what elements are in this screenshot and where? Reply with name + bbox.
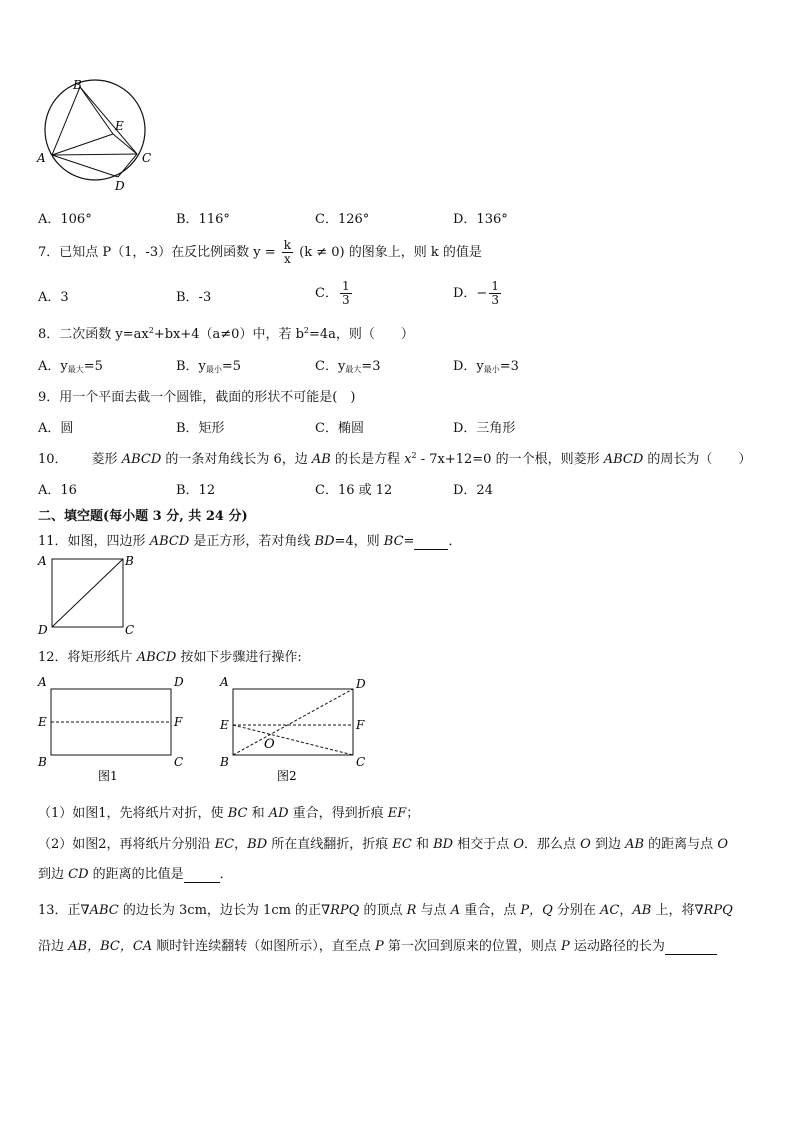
fig1-label-f: F bbox=[174, 715, 183, 729]
square-label-c: C bbox=[125, 623, 135, 637]
q11-text-a: 11．如图，四边形 bbox=[38, 534, 150, 549]
segment-dc bbox=[118, 154, 137, 177]
q10-option-b: B．12 bbox=[176, 483, 216, 498]
q13-l2-c: 第一次回到原来的位置，则点 bbox=[383, 939, 561, 954]
q8-c-sub: 最大 bbox=[345, 365, 362, 374]
q9-option-a: A．圆 bbox=[38, 421, 74, 436]
q13-triangle-abc: ∇ABC bbox=[80, 903, 119, 918]
q8-sup-1: 2 bbox=[148, 326, 154, 335]
q10-eq-x: x bbox=[404, 452, 412, 467]
fig1-label-c: C bbox=[174, 755, 184, 769]
q13-l1-f: 分别在 bbox=[552, 903, 600, 918]
q8-option-a bbox=[38, 355, 103, 375]
q13-l1-h: 上，将 bbox=[651, 903, 695, 918]
q12-title-b: 按如下步骤进行操作: bbox=[176, 650, 302, 665]
q10-text-a: 菱形 bbox=[91, 452, 122, 467]
q12-s2-o2: O bbox=[580, 837, 591, 852]
fold-figure-1 bbox=[34, 672, 194, 784]
q13-l1-ac: AC bbox=[600, 903, 620, 918]
q10-eq-rest: - 7x+12=0 的一个根，则菱形 bbox=[416, 452, 604, 467]
q12-s1-bc: BC bbox=[227, 806, 248, 821]
q12-s2-ab: AB bbox=[625, 837, 645, 852]
q8-c-rest: =3 bbox=[361, 359, 381, 374]
q12-s2-ec: EC bbox=[214, 837, 235, 852]
q12-s2-e: 相交于点 bbox=[453, 837, 514, 852]
label-e: E bbox=[115, 119, 124, 133]
q13-triangle-rpq: ∇RPQ bbox=[321, 903, 360, 918]
square-label-b: B bbox=[125, 554, 134, 568]
q9-option-b: B．矩形 bbox=[176, 421, 225, 436]
q6-option-c: C．126° bbox=[315, 212, 370, 227]
fig1-caption: 图1 bbox=[98, 769, 118, 783]
q7-option-d-den: 3 bbox=[491, 293, 499, 307]
q8-d-sub: 最小 bbox=[483, 365, 500, 374]
q8-c-label: C．y bbox=[315, 359, 346, 374]
q10-abcd-1: ABCD bbox=[121, 452, 162, 467]
q13-l1-ab: AB bbox=[632, 903, 652, 918]
q9-option-c: C．椭圆 bbox=[315, 421, 364, 436]
q13-l1-a-point: A bbox=[450, 903, 461, 918]
q12-s1-d: ； bbox=[406, 806, 420, 821]
q7-option-c-den: 3 bbox=[341, 293, 350, 307]
q7-option-c-num: 1 bbox=[341, 279, 350, 293]
q7-func-y: y = bbox=[253, 245, 276, 260]
q11-answer-blank[interactable] bbox=[414, 534, 448, 550]
q7-suffix: 的图象上，则 k 的值是 bbox=[348, 245, 482, 260]
q7-option-d-num: 1 bbox=[491, 279, 499, 293]
q6-option-b: B．116° bbox=[176, 212, 230, 227]
q12-s1-b: 和 bbox=[247, 806, 269, 821]
q10-option-d: D．24 bbox=[453, 483, 493, 498]
section-2-heading: 二、填空题(每小题 3 分, 共 24 分) bbox=[38, 509, 248, 524]
q13-l1-b: 的边长为 3cm，边长为 1cm 的正 bbox=[118, 903, 322, 918]
q11-text-c: =4，则 bbox=[334, 534, 384, 549]
q10-text-c: 的长是方程 bbox=[330, 452, 405, 467]
q12-s2-o3: O bbox=[717, 837, 728, 852]
q11-stem bbox=[38, 530, 461, 550]
q12-step-1 bbox=[38, 802, 419, 821]
label-a: A bbox=[37, 151, 46, 165]
q13-l1-c: 的顶点 bbox=[359, 903, 407, 918]
q10-abcd-2: ABCD bbox=[603, 452, 644, 467]
q11-abcd: ABCD bbox=[149, 534, 190, 549]
q12-s2-bd2: BD bbox=[433, 837, 454, 852]
q12-s3-cd: CD bbox=[68, 867, 89, 882]
fig2-crease-bd bbox=[233, 689, 353, 755]
q8-a-label: A．y bbox=[38, 359, 68, 374]
q13-l2-d: 运动路径的长为 bbox=[569, 939, 665, 954]
q13-l1-e: 重合，点 bbox=[460, 903, 521, 918]
q10-eq-sup: 2 bbox=[411, 451, 417, 460]
q12-s1-c: 重合，得到折痕 bbox=[288, 806, 388, 821]
q10-stem bbox=[38, 448, 751, 467]
q11-bd: BD bbox=[314, 534, 335, 549]
q7-option-c-fraction bbox=[340, 280, 352, 307]
q8-a-rest: =5 bbox=[83, 359, 103, 374]
q8-a-sub: 最大 bbox=[67, 365, 84, 374]
q13-l1-a: 13．正 bbox=[38, 903, 81, 918]
q13-l2-b: 顺时针连续翻转（如图所示），直至点 bbox=[152, 939, 375, 954]
fig2-label-o: O bbox=[264, 737, 275, 752]
q8-text-a: 8．二次函数 y=ax bbox=[38, 327, 149, 342]
fold-figure-2 bbox=[214, 672, 374, 784]
q8-option-c bbox=[315, 355, 380, 375]
label-d: D bbox=[115, 179, 125, 193]
q11-text-b: 是正方形，若对角线 bbox=[189, 534, 315, 549]
q8-text-c: =4a，则（ ） bbox=[309, 327, 414, 342]
fig1-label-d: D bbox=[174, 675, 184, 689]
q8-text-b: +bx+4（a≠0）中，若 b bbox=[153, 327, 304, 342]
label-b: B bbox=[73, 78, 82, 92]
segment-be bbox=[80, 87, 113, 134]
q8-stem bbox=[38, 323, 414, 342]
q9-option-d: D．三角形 bbox=[453, 421, 516, 436]
fig2-label-d: D bbox=[356, 677, 366, 691]
q13-l2-a: 沿边 bbox=[38, 939, 69, 954]
label-c: C bbox=[142, 151, 152, 165]
q13-triangle-rpq-2: ∇RPQ bbox=[694, 903, 733, 918]
q12-s3-a: 到边 bbox=[38, 867, 69, 882]
q13-line-1 bbox=[38, 899, 733, 918]
fig2-label-a: A bbox=[220, 675, 229, 689]
q12-s1-ef: EF bbox=[387, 806, 407, 821]
q8-b-label: B．y bbox=[176, 359, 206, 374]
q13-line-2 bbox=[38, 935, 717, 955]
q12-title-a: 12．将矩形纸片 bbox=[38, 650, 137, 665]
q7-option-b: B．-3 bbox=[176, 290, 212, 305]
q10-option-c: C．16 或 12 bbox=[315, 483, 393, 498]
q11-bc: BC bbox=[383, 534, 404, 549]
segment-bc bbox=[80, 87, 137, 154]
q7-prefix: 7．已知点 P（1，-3）在反比例函数 bbox=[38, 245, 250, 260]
q7-option-a: A．3 bbox=[38, 290, 69, 305]
square-figure bbox=[34, 552, 144, 638]
q13-l1-d: 与点 bbox=[416, 903, 451, 918]
fig1-label-e: E bbox=[38, 715, 47, 729]
q12-title bbox=[38, 646, 302, 665]
q12-abcd: ABCD bbox=[136, 650, 177, 665]
q13-l1-r: R bbox=[406, 903, 417, 918]
segment-ab bbox=[52, 87, 80, 155]
square-label-a: A bbox=[38, 554, 47, 568]
q13-l1-pq: P，Q bbox=[520, 903, 553, 918]
circle-outline bbox=[45, 80, 145, 180]
q8-option-b bbox=[176, 355, 241, 375]
q9-stem: 9．用一个平面去截一个圆锥，截面的形状不可能是( ) bbox=[38, 390, 356, 405]
fig2-caption: 图2 bbox=[277, 769, 297, 783]
q7-condition: (k ≠ 0) bbox=[299, 245, 345, 260]
q12-answer-blank[interactable] bbox=[184, 867, 220, 883]
segment-ae bbox=[52, 134, 113, 155]
fig2-label-c: C bbox=[356, 755, 366, 769]
q10-option-a: A．16 bbox=[38, 483, 77, 498]
q8-b-rest: =5 bbox=[221, 359, 242, 374]
fig2-crease-ec bbox=[233, 725, 353, 755]
q12-s2-a: （2）如图2，再将纸片分别沿 bbox=[38, 837, 215, 852]
q12-s3-b: 的距离的比值是 bbox=[88, 867, 184, 882]
q12-s2-c: 所在直线翻折，折痕 bbox=[267, 837, 393, 852]
q11-end: ． bbox=[448, 534, 462, 549]
fig1-label-b: B bbox=[38, 755, 47, 769]
q13-answer-blank[interactable] bbox=[665, 939, 717, 955]
q13-l2-p: P bbox=[374, 939, 384, 954]
q7-option-d bbox=[453, 276, 503, 312]
q11-text-d: = bbox=[403, 534, 415, 549]
q12-s2-h: 的距离与点 bbox=[644, 837, 718, 852]
square-diagonal-bd bbox=[52, 559, 123, 627]
segment-ec bbox=[113, 134, 137, 154]
fig2-label-e: E bbox=[220, 718, 229, 732]
q7-frac-den: x bbox=[284, 252, 291, 266]
q12-s2-b: ， bbox=[234, 837, 248, 852]
q12-s2-d: 和 bbox=[411, 837, 434, 852]
q12-step-3 bbox=[38, 863, 233, 883]
q7-option-c bbox=[315, 276, 354, 312]
q8-b-sub: 最小 bbox=[205, 365, 222, 374]
q6-option-a: A．106° bbox=[38, 212, 92, 227]
q12-step-2 bbox=[38, 833, 728, 852]
q12-s2-f: ．那么点 bbox=[524, 837, 581, 852]
fig2-label-f: F bbox=[356, 718, 365, 732]
q13-l2-p2: P bbox=[560, 939, 570, 954]
segment-ac bbox=[52, 154, 137, 155]
q8-d-rest: =3 bbox=[499, 359, 519, 374]
q12-s2-bd: BD bbox=[247, 837, 268, 852]
q12-s1-ad: AD bbox=[268, 806, 289, 821]
q10-text-d: 的周长为（ ） bbox=[643, 452, 752, 467]
q6-option-d: D．136° bbox=[453, 212, 508, 227]
q12-s2-g: 到边 bbox=[590, 837, 626, 852]
q7-option-c-label: C． bbox=[315, 286, 338, 301]
q12-s3-end: ． bbox=[219, 867, 233, 882]
q7-option-d-label: D．− bbox=[453, 286, 488, 301]
q10-ab: AB bbox=[311, 452, 331, 467]
fig2-label-b: B bbox=[220, 755, 229, 769]
q7-stem bbox=[38, 236, 482, 270]
q10-number: 10． bbox=[38, 452, 68, 467]
q8-d-label: D．y bbox=[453, 359, 484, 374]
q7-option-d-fraction bbox=[489, 280, 501, 307]
segment-ad bbox=[52, 155, 118, 177]
q13-l1-g: ， bbox=[619, 903, 633, 918]
q10-text-b: 的一条对角线长为 6，边 bbox=[161, 452, 312, 467]
q12-s2-o: O bbox=[513, 837, 525, 852]
fig1-label-a: A bbox=[38, 675, 47, 689]
q7-frac-num: k bbox=[283, 238, 292, 252]
q13-l2-sides: AB，BC，CA bbox=[68, 939, 153, 954]
circle-figure bbox=[30, 72, 160, 200]
q8-option-d bbox=[453, 355, 519, 375]
q12-s2-ec2: EC bbox=[392, 837, 412, 852]
q12-s1-a: （1）如图1，先将纸片对折，使 bbox=[38, 806, 228, 821]
q7-fraction bbox=[282, 239, 293, 266]
square-label-d: D bbox=[38, 623, 48, 637]
q8-sup-2: 2 bbox=[303, 326, 309, 335]
